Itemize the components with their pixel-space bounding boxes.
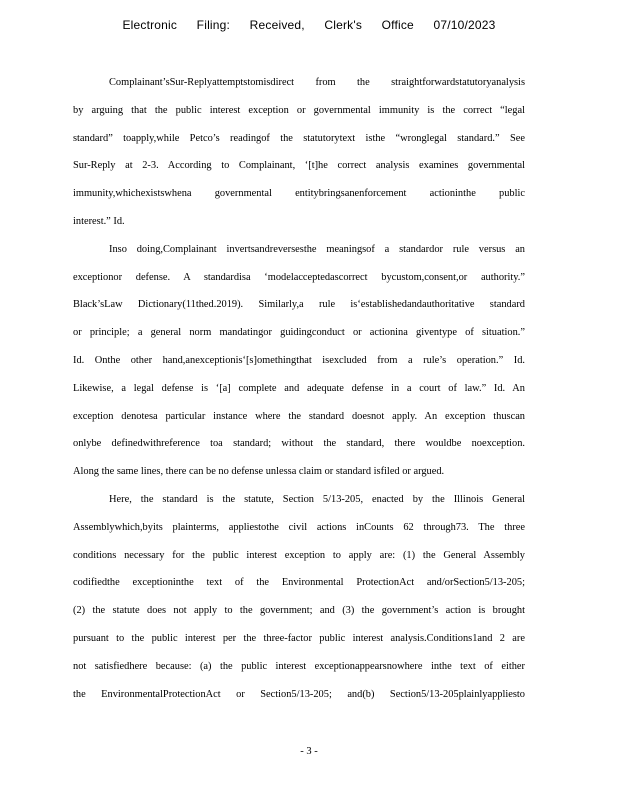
text-line: onlybe definedwithreference toa standard; without the standard, there wouldbe noexception. bbox=[73, 438, 525, 450]
text-line: Id. Onthe other hand,anexceptionis‘[s]omethingthat isexcluded from a rule’s operation.” Id. bbox=[73, 354, 525, 366]
header-word: Clerk's bbox=[324, 18, 363, 32]
text-line: Along the same lines, there can be no defense unlessa claim or standard isfiled or argued. bbox=[73, 466, 445, 478]
header-word: Electronic bbox=[122, 18, 178, 32]
text-line: interest.” Id. bbox=[73, 215, 125, 227]
document-body bbox=[73, 69, 525, 708]
header-word: Office bbox=[381, 18, 414, 32]
text-line: Assemblywhich,byits plainterms, appliestothe civil actions inCounts 62 through73. The three bbox=[73, 521, 525, 533]
text-line: Inso doing,Complainant invertsandreversesthe meaningsof a standardor rule versus an bbox=[109, 243, 525, 255]
header-word: Received, bbox=[249, 18, 305, 32]
page-number: - 3 - bbox=[300, 746, 318, 757]
header-word: Filing: bbox=[196, 18, 231, 32]
text-line: immunity,whichexistswhena governmental entitybringsanenforcement actioninthe public bbox=[73, 188, 525, 200]
text-line: exception denotesa particular instance where the standard doesnot apply. An exception thuscan bbox=[73, 410, 525, 422]
text-line: pursuant to the public interest per the three-factor public interest analysis.Conditions1and 2 are bbox=[73, 632, 525, 644]
text-line: or principle; a general norm mandatingor guidingconduct or actionina giventype of situation.” bbox=[73, 327, 525, 339]
text-line: codifiedthe exceptioninthe text of the Environmental ProtectionAct and/orSection5/13-205; bbox=[73, 577, 525, 589]
text-line: Complainant’sSur-Replyattemptstomisdirect from the straightforwardstatutoryanalysis bbox=[109, 77, 525, 88]
filing-stamp-header bbox=[0, 18, 618, 32]
text-line: standard” toapply,while Petco’s readingof the statutorytext isthe “wronglegal standard.” See bbox=[73, 132, 525, 144]
text-line: Here, the standard is the statute, Section 5/13-205, enacted by the Illinois General bbox=[109, 493, 525, 505]
text-line: Black’sLaw Dictionary(11thed.2019). Similarly,a rule is‘establishedandauthoritative standard bbox=[73, 299, 525, 311]
header-date: 07/10/2023 bbox=[433, 18, 496, 32]
text-line: by arguing that the public interest exception or governmental immunity is the correct “legal bbox=[73, 104, 525, 116]
text-line: exceptionor defense. A standardisa ‘modelacceptedascorrect bycustom,consent,or authority.” bbox=[73, 271, 525, 283]
text-line: Likewise, a legal defense is ‘[a] complete and adequate defense in a court of law.” Id. An bbox=[73, 382, 525, 394]
text-line: not satisfiedhere because: (a) the public interest exceptionappearsnowhere inthe text of either bbox=[73, 660, 525, 672]
text-line: the EnvironmentalProtectionAct or Section5/13-205; and(b) Section5/13-205plainlyappliesto bbox=[73, 688, 525, 700]
text-line: conditions necessary for the public interest exception to apply are: (1) the General Assembly bbox=[73, 549, 525, 561]
text-line: (2) the statute does not apply to the government; and (3) the government’s action is brought bbox=[73, 605, 525, 617]
text-line: Sur-Reply at 2-3. According to Complainant, ‘[t]he correct analysis examines governmental bbox=[73, 160, 525, 172]
